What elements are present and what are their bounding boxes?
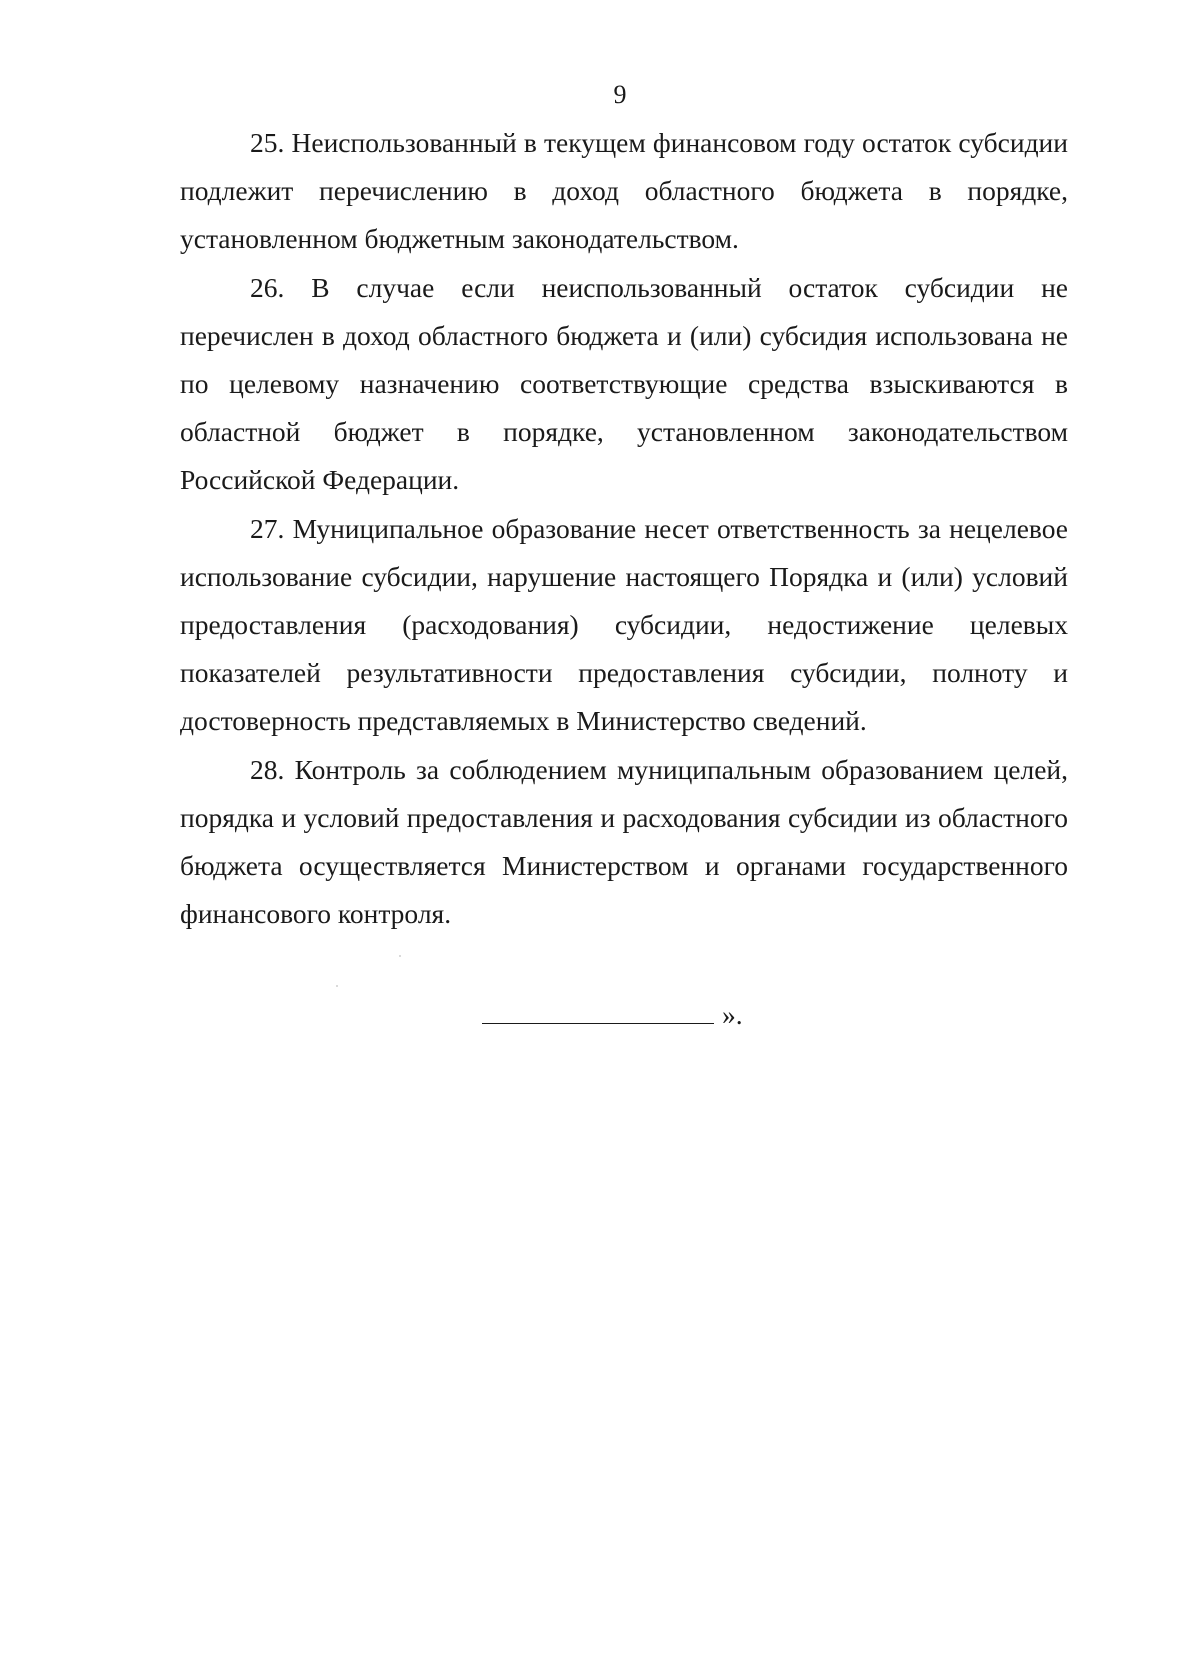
paragraph-25: 25. Неиспользованный в текущем финансовом году остаток субсидии подлежит перечислению в доход областного бюджета в порядке, установленном бюджетным законодательством. [180,127,1068,255]
paragraph-28: 28. Контроль за соблюдением муниципальным образованием целей, порядка и условий предоставления и расходования субсидии из областного бюджета осуществляется Министерством и органами государственного финансового контроля. [180,753,1068,930]
scan-speck [399,955,401,957]
page-number: 9 [613,80,627,109]
closing-block [482,998,743,1032]
closing-quote-mark: ». [722,999,743,1030]
paragraph-26: 26. В случае если неиспользованный остаток субсидии не перечислен в доход областного бюджета и (или) субсидия использована не по целевому назначению соответствующие средства взыскиваются в областной бюджет в порядке, установленном законодательством Российской Федерации. [180,271,1068,496]
scan-speck [336,985,338,987]
paragraph-27: 27. Муниципальное образование несет ответственность за нецелевое использование субсидии, нарушение настоящего Порядка и (или) условий предоставления (расходования) субсидии, недостижение целевых показателей результативности предоставления субсидии, полноту и достоверность представляемых в Министерство сведений. [180,512,1068,737]
document-body [180,119,1068,938]
closing-rule [482,1001,714,1024]
